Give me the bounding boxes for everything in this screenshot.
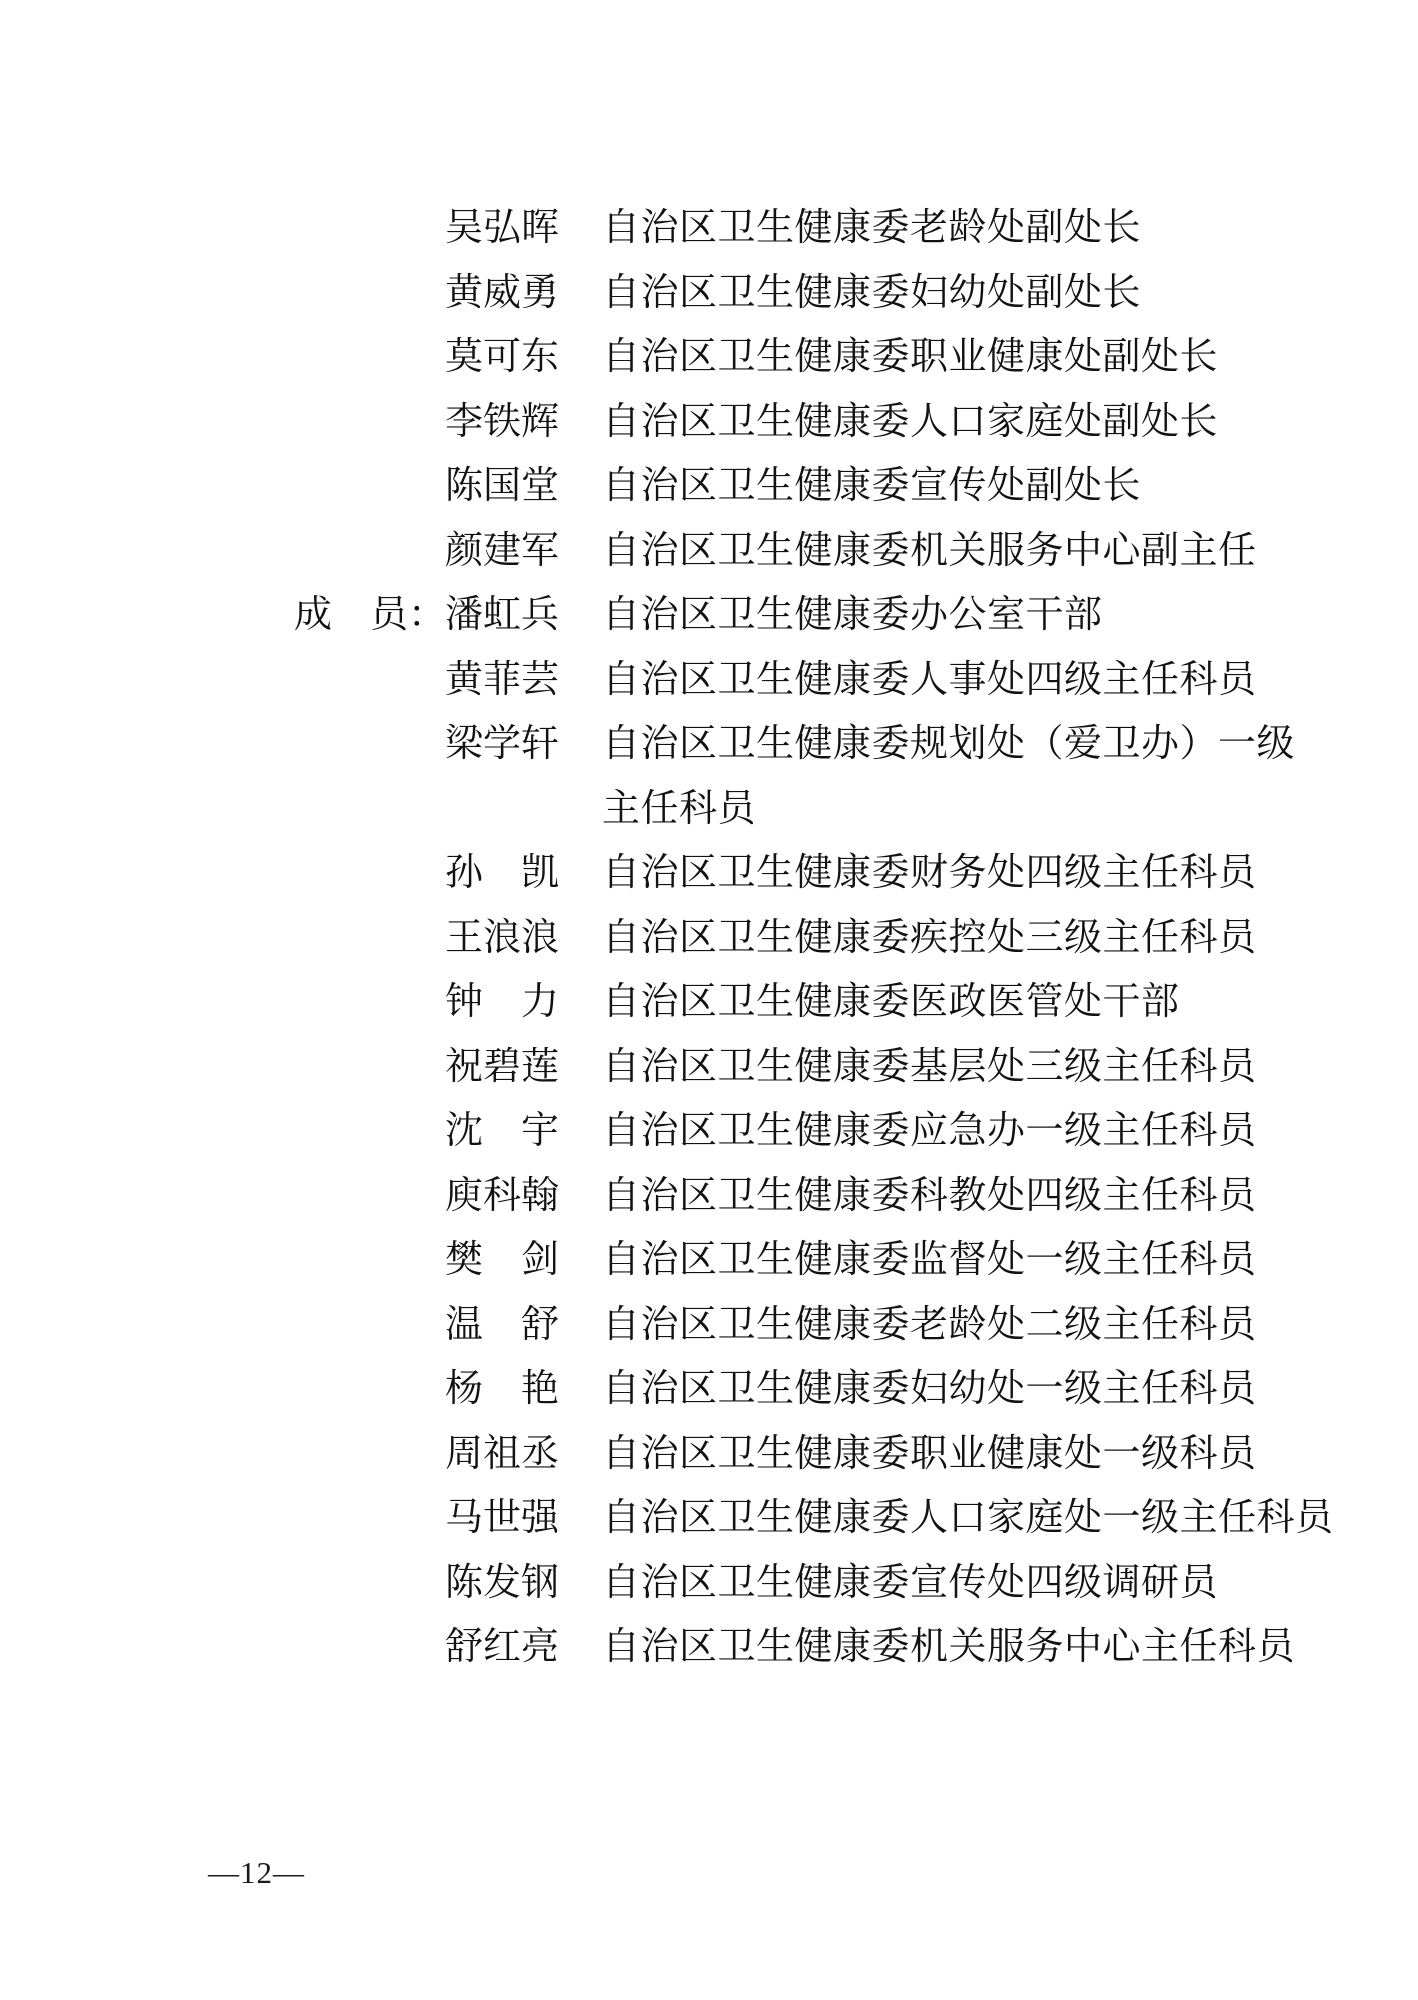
member-name: 黄威勇 (445, 271, 560, 314)
member-row (294, 648, 1334, 713)
member-name: 潘虹兵 (445, 594, 560, 636)
member-position: 自治区卫生健康委宣传处副处长 (602, 465, 1142, 507)
member-position: 自治区卫生健康委老龄处副处长 (602, 207, 1142, 249)
member-position: 自治区卫生健康委办公室干部 (602, 594, 1103, 636)
member-row (294, 906, 1334, 971)
member-position: 自治区卫生健康委人口家庭处副处长 (602, 400, 1219, 443)
member-row (294, 519, 1334, 584)
member-row (294, 1615, 1334, 1680)
member-name: 陈国堂 (445, 465, 560, 507)
member-name: 李铁辉 (445, 400, 560, 443)
member-row (294, 583, 1334, 648)
member-name: 庾科翰 (445, 1174, 560, 1217)
member-row (294, 777, 1334, 842)
member-row (294, 454, 1334, 519)
member-row (294, 1099, 1334, 1164)
member-position: 自治区卫生健康委机关服务中心副主任 (602, 529, 1257, 572)
member-position: 自治区卫生健康委机关服务中心主任科员 (602, 1626, 1296, 1668)
member-row (294, 390, 1334, 455)
member-row (294, 1164, 1334, 1229)
member-name: 颜建军 (445, 529, 560, 572)
member-position: 自治区卫生健康委职业健康处副处长 (602, 336, 1219, 378)
member-position: 自治区卫生健康委规划处（爱卫办）一级 (602, 723, 1296, 765)
member-name: 温 舒 (445, 1303, 560, 1346)
member-row (294, 970, 1334, 1035)
member-name: 祝碧莲 (445, 1045, 560, 1088)
member-position: 自治区卫生健康委妇幼处副处长 (602, 271, 1142, 314)
member-position: 自治区卫生健康委老龄处二级主任科员 (602, 1303, 1257, 1346)
member-name: 钟 力 (445, 981, 560, 1023)
member-name: 莫可东 (445, 336, 560, 378)
member-name: 王浪浪 (445, 916, 560, 959)
member-name: 陈发钢 (445, 1561, 560, 1604)
member-position: 自治区卫生健康委人事处四级主任科员 (602, 658, 1257, 701)
member-position: 自治区卫生健康委妇幼处一级主任科员 (602, 1368, 1257, 1410)
member-row (294, 712, 1334, 777)
member-position: 主任科员 (602, 787, 757, 830)
member-row (294, 1551, 1334, 1616)
member-position: 自治区卫生健康委医政医管处干部 (602, 981, 1180, 1023)
member-name: 孙 凯 (445, 852, 560, 894)
member-position: 自治区卫生健康委监督处一级主任科员 (602, 1239, 1257, 1281)
member-name: 沈 宇 (445, 1110, 560, 1152)
member-row (294, 1035, 1334, 1100)
member-position: 自治区卫生健康委人口家庭处一级主任科员 (602, 1497, 1334, 1539)
member-name: 梁学轩 (445, 723, 560, 765)
member-name: 吴弘晖 (445, 207, 560, 249)
member-position: 自治区卫生健康委科教处四级主任科员 (602, 1174, 1257, 1217)
member-name: 周祖丞 (445, 1432, 560, 1475)
member-name: 杨 艳 (445, 1368, 560, 1410)
member-role-label: 成 员： (294, 594, 447, 636)
member-row (294, 841, 1334, 906)
member-row (294, 325, 1334, 390)
member-position: 自治区卫生健康委宣传处四级调研员 (602, 1561, 1219, 1604)
member-position: 自治区卫生健康委应急办一级主任科员 (602, 1110, 1257, 1152)
member-position: 自治区卫生健康委财务处四级主任科员 (602, 852, 1257, 894)
member-list (294, 196, 1334, 1680)
member-row (294, 1486, 1334, 1551)
member-row (294, 1357, 1334, 1422)
page-number: —12— (208, 1855, 305, 1890)
member-row (294, 1422, 1334, 1487)
member-row (294, 1228, 1334, 1293)
member-row (294, 1293, 1334, 1358)
member-name: 樊 剑 (445, 1239, 560, 1281)
member-row (294, 261, 1334, 326)
member-name: 黄菲芸 (445, 658, 560, 701)
member-position: 自治区卫生健康委职业健康处一级科员 (602, 1432, 1257, 1475)
member-row (294, 196, 1334, 261)
member-name: 马世强 (445, 1497, 560, 1539)
member-position: 自治区卫生健康委基层处三级主任科员 (602, 1045, 1257, 1088)
member-position: 自治区卫生健康委疾控处三级主任科员 (602, 916, 1257, 959)
member-name: 舒红亮 (445, 1626, 560, 1668)
